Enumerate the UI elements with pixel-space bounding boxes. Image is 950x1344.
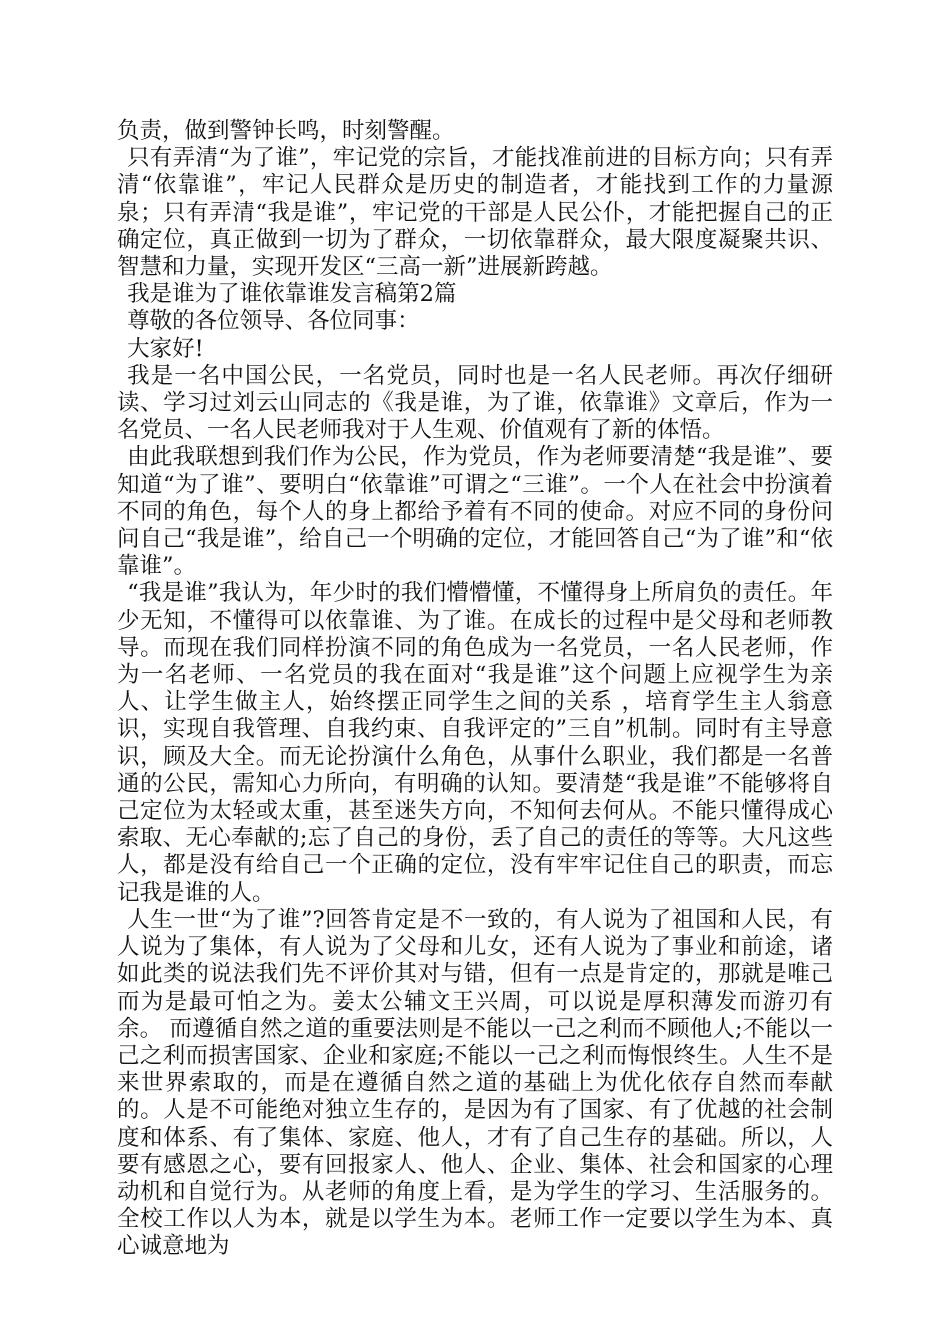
salutation: 尊敬的各位领导、各位同事： xyxy=(127,308,420,335)
paragraph: 人生一世“为了谁”?回答肯定是不一致的，有人说为了祖国和人民，有人说为了集体，有人说为了父母和儿女，还有人说为了事业和前途，诸如此类的说法我们先不评价其对与错，但有一点是肯定的，那就是唯己而为是最可怕之为。姜太公辅文王兴周，可以说是厚积薄发而游刃有余。 而遵循自然之道的重要法则是不能以一己之利而不顾他人;不能以一己之利而损害国家、企业和家庭;不能以一己之利而悔恨终生。人生不是来世界索取的，而是在遵循自然之道的基础上为优化依存自然而奉献的。人是不可能绝对独立生存的，是因为有了国家、有了优越的社会制度和体系、有了集体、家庭、他人，才有了自己生存的基础。所以，人要有感恩之心，要有回报家人、他人、企业、集体、社会和国家的心理动机和自觉行为。从老师的角度上看，是为学生的学习、生活服务的。全校工作以人为本，就是以学生为本。老师工作一定要以学生为本、真心诚意地为 xyxy=(117,906,833,1260)
paragraph: 只有弄清“为了谁”，牢记党的宗旨，才能找准前进的目标方向；只有弄清“依靠谁”，牢记人民群众是历史的制造者，才能找到工作的力量源泉；只有弄清“我是谁”，牢记党的干部是人民公仆，才能把握自己的正确定位，真正做到一切为了群众，一切依靠群众，最大限度凝聚共识、智慧和力量，实现开发区“三高一新”进展新跨越。 xyxy=(117,145,833,281)
greeting: 大家好! xyxy=(127,335,204,362)
paragraph: 我是一名中国公民，一名党员，同时也是一名人民老师。再次仔细研读、学习过刘云山同志的《我是谁，为了谁，依靠谁》文章后，作为一名党员、一名人民老师我对于人生观、价值观有了新的体悟。 xyxy=(117,362,833,444)
paragraph: “我是谁”我认为，年少时的我们懵懵懂，不懂得身上所肩负的责任。年少无知，不懂得可以依靠谁、为了谁。在成长的过程中是父母和老师教导。而现在我们同样扮演不同的角色成为一名党员，一名人民老师，作为一名老师、一名党员的我在面对“我是谁”这个问题上应视学生为亲人、让学生做主人，始终摆正同学生之间的关系 ，培育学生主人翁意识，实现自我管理、自我约束、自我评定的”三自”机制。同时有主导意识，顾及大全。而无论扮演什么角色，从事什么职业，我们都是一名普通的公民，需知心力所向，有明确的认知。要清楚“我是谁”不能够将自己定位为太轻或太重，甚至迷失方向，不知何去何从。不能只懂得成心索取、无心奉献的;忘了自己的身份，丢了自己的责任的等等。大凡这些人，都是没有给自己一个正确的定位，没有牢牢记住自己的职责，而忘记我是谁的人。 xyxy=(117,580,833,906)
document-page xyxy=(117,118,833,1261)
paragraph: 由此我联想到我们作为公民，作为党员，作为老师要清楚“我是谁”、要知道“为了谁”、要明白“依靠谁”可谓之“三谁”。一个人在社会中扮演着不同的角色，每个人的身上都给予着有不同的使命。对应不同的身份问问自己“我是谁”，给自己一个明确的定位，才能回答自己“为了谁”和“依靠谁”。 xyxy=(117,444,833,580)
section-heading: 我是谁为了谁依靠谁发言稿第2篇 xyxy=(127,281,457,308)
paragraph-continuation: 负责，做到警钟长鸣，时刻警醒。 xyxy=(117,118,455,144)
